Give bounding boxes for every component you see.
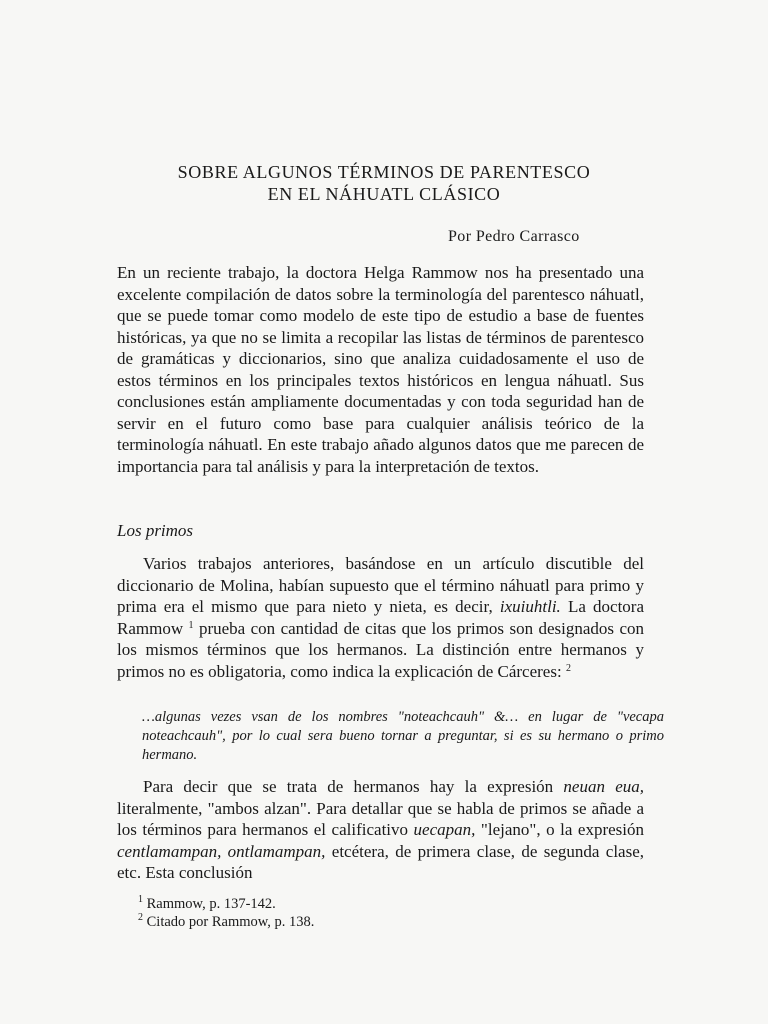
footnote-text: Rammow, p. 137-142.: [146, 896, 276, 912]
paragraph-primos: [117, 553, 644, 682]
text-span: prueba con cantidad de citas que los primos son designados con los mismos términos que los hermanos. La distinción entre hermanos y primos no es obligatoria, como indica la explicación de Cárceres:: [117, 618, 644, 681]
footnote-2: [138, 914, 314, 931]
intro-paragraph: En un reciente trabajo, la doctora Helga Rammow nos ha presentado una excelente compilación de datos sobre la terminología del parentesco náhuatl, que se puede tomar como modelo de este tipo de estudio a base de fuentes históricas, ya que no se limita a recopilar las listas de términos de parentesco de gramáticas y diccionarios, sino que analiza cuidadosamente el uso de estos términos en los principales textos históricos en lengua náhuatl. Sus conclusiones están ampliamente documentadas y con toda seguridad han de servir en el futuro como base para cualquier análisis teórico de la terminología náhuatl. En este trabajo añado algunos datos que me parecen de importancia para tal análisis y para la interpretación de textos.: [117, 263, 644, 476]
block-quote: …algunas vezes vsan de los nombres "noteachcauh" &… en lugar de "vecapa noteachcauh", por lo cual sera bueno tornar a preguntar, si es su hermano o primo hermano.: [142, 709, 664, 763]
term-uecapan: uecapan,: [413, 820, 476, 839]
term-ixuiuhtli: ixuiuhtli.: [499, 597, 561, 616]
footnote-number: 2: [138, 912, 143, 923]
text-span: "lejano", o la expresión: [475, 820, 645, 839]
article-title-line-2: EN EL NÁHUATL CLÁSICO: [267, 184, 501, 204]
term-neuan-eua: neuan eua,: [563, 777, 644, 796]
text-span: Varios trabajos anteriores, basándose en un artículo discutible del diccionario de Molina, habían supuesto que el término náhuatl para primo y prima era el mismo que para nieto y nieta, es decir,: [117, 554, 644, 616]
text-span: etcétera, de primera clase, de segunda clase, etc. Esta conclusión: [117, 841, 644, 882]
text-span: La doctora Rammow: [117, 597, 644, 638]
term-centlamampan: centlamampan, ontlamampan,: [117, 841, 326, 861]
article-title-line-1: SOBRE ALGUNOS TÉRMINOS DE PARENTESCO: [177, 162, 591, 182]
text-span: Para decir que se trata de hermanos hay la expresión: [143, 777, 564, 796]
paragraph-hermanos: [117, 776, 644, 884]
section-heading: Los primos: [117, 521, 194, 540]
footnote-1: [138, 896, 276, 913]
footnote-number: 1: [138, 894, 143, 905]
text-span: literalmente, "ambos alzan". Para detallar que se habla de primos se añade a los términos para hermanos el calificativo: [117, 798, 644, 839]
footnote-text: Citado por Rammow, p. 138.: [146, 914, 315, 930]
footnote-ref-2: 2: [565, 662, 571, 674]
footnote-ref-1: 1: [188, 619, 194, 631]
author-byline: Por Pedro Carrasco: [448, 228, 580, 245]
